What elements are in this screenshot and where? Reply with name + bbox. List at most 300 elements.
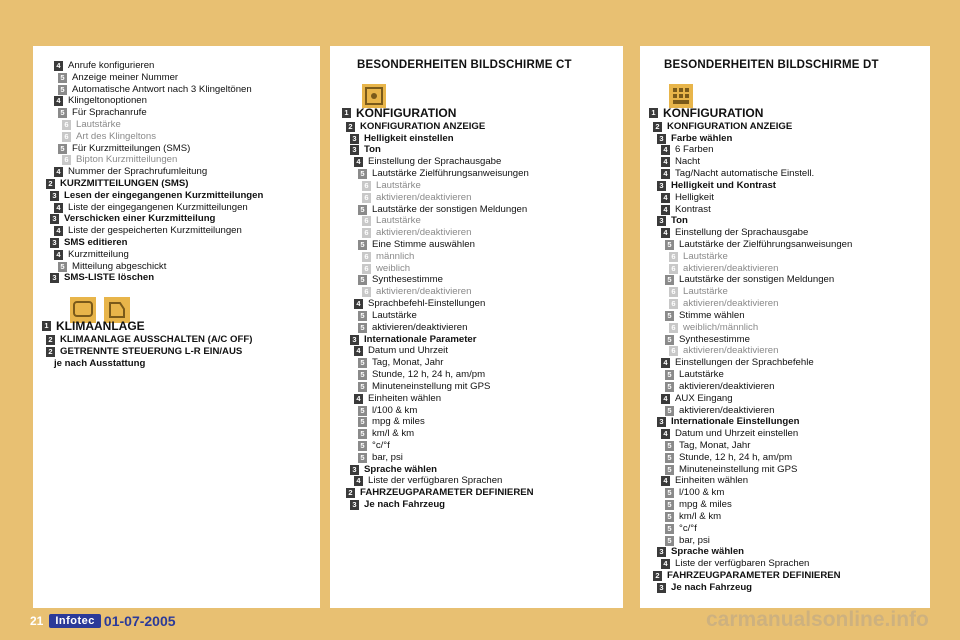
level-badge: 2 [46, 179, 55, 189]
menu-item-label: aktivieren/deaktivieren [683, 262, 779, 274]
menu-item-label: l/100 & km [679, 487, 725, 499]
level-badge: 5 [358, 240, 367, 250]
level-badge: 6 [362, 181, 371, 191]
page-number: 21 [30, 614, 44, 628]
menu-item-level-4 [661, 428, 798, 440]
level-badge: 5 [665, 275, 674, 285]
menu-item-level-6 [362, 192, 471, 204]
menu-item-level-4 [661, 168, 814, 180]
ct-heading: BESONDERHEITEN BILDSCHIRME CT [357, 59, 572, 71]
menu-item-label: Sprache wählen [671, 546, 745, 558]
menu-item-level-6 [669, 322, 758, 334]
menu-item-level-6 [669, 345, 778, 357]
level-badge: 3 [657, 417, 666, 427]
level-badge: 3 [50, 214, 59, 224]
level-badge: 4 [661, 394, 670, 404]
menu-item-level-3 [350, 499, 445, 511]
menu-item-level-6 [669, 263, 778, 275]
level-badge: 2 [46, 335, 55, 345]
menu-item-level-6 [669, 286, 728, 298]
menu-item-label: °c/°f [372, 439, 390, 451]
level-badge: 5 [665, 453, 674, 463]
menu-item-level-5 [358, 452, 403, 464]
menu-item-level-3 [657, 215, 688, 227]
menu-item-level-5 [358, 310, 417, 322]
level-badge: 6 [362, 252, 371, 262]
level-badge: 3 [350, 134, 359, 144]
menu-item-label: l/100 & km [372, 404, 418, 416]
menu-item-label: SMS editieren [64, 237, 128, 248]
menu-item-level-4 [354, 393, 441, 405]
menu-item-label: KONFIGURATION ANZEIGE [667, 120, 793, 132]
menu-item-level-5 [358, 357, 443, 369]
level-badge: 6 [669, 323, 678, 333]
menu-item-label: männlich [376, 250, 415, 262]
menu-item-label: Stunde, 12 h, 24 h, am/pm [372, 369, 486, 381]
menu-item-label: Mitteilung abgeschickt [72, 260, 167, 272]
menu-item-level-5 [665, 464, 797, 476]
menu-item-level-6 [362, 227, 471, 239]
menu-item-level-5 [665, 334, 750, 346]
menu-item-level-4 [354, 345, 448, 357]
level-badge: 5 [358, 275, 367, 285]
menu-item-label: °c/°f [679, 522, 697, 534]
menu-item-level-3 [657, 180, 776, 192]
menu-item-label: Lautstärke [683, 250, 728, 262]
menu-item-label: GETRENNTE STEUERUNG L-R EIN/AUS [60, 346, 243, 357]
menu-item-label: Lautstärke der sonstigen Meldungen [372, 203, 528, 215]
level-badge: 3 [50, 238, 59, 248]
level-badge: 5 [58, 144, 67, 154]
menu-item-label: Helligkeit einstellen [364, 132, 454, 144]
level-badge: 5 [358, 441, 367, 451]
menu-item-level-1 [342, 107, 456, 119]
level-badge: 6 [362, 264, 371, 274]
level-badge: 5 [665, 335, 674, 345]
level-badge: 5 [358, 323, 367, 333]
menu-item-label: weiblich/männlich [683, 321, 759, 333]
menu-item-label: Je nach Fahrzeug [364, 499, 446, 511]
level-badge: 3 [657, 181, 666, 191]
menu-item-label: Tag/Nacht automatische Einstell. [675, 168, 815, 180]
menu-item-level-1 [649, 107, 763, 119]
menu-item-label: Für Sprachanrufe [72, 107, 147, 119]
menu-item-level-3 [350, 464, 437, 476]
menu-item-label: KLIMAANLAGE [56, 319, 145, 333]
menu-item-level-4 [661, 204, 711, 216]
level-badge: 6 [362, 287, 371, 297]
level-badge: 2 [346, 488, 355, 498]
menu-item-level-3 [350, 144, 381, 156]
menu-item-level-4 [661, 144, 713, 156]
menu-item-label: Lautstärke [376, 179, 421, 191]
level-badge: 5 [665, 382, 674, 392]
level-badge: 4 [661, 157, 670, 167]
level-badge: 4 [354, 394, 363, 404]
level-badge: 4 [54, 203, 63, 213]
level-badge: 5 [665, 500, 674, 510]
menu-item-label: KURZMITTEILUNGEN (SMS) [60, 178, 189, 189]
menu-item-label: aktivieren/deaktivieren [376, 191, 472, 203]
level-badge: 4 [661, 476, 670, 486]
menu-item-level-6 [362, 286, 471, 298]
level-badge: 2 [346, 122, 355, 132]
menu-item-level-4 [661, 393, 733, 405]
level-badge: 2 [653, 122, 662, 132]
menu-item-label: Lesen der eingegangenen Kurzmitteilungen [64, 189, 264, 201]
level-badge: 6 [669, 252, 678, 262]
menu-item-level-6 [362, 180, 421, 192]
level-badge: 4 [54, 61, 63, 71]
menu-item-label: KONFIGURATION [663, 106, 764, 120]
ct-panel [330, 46, 623, 608]
menu-item-level-3 [657, 416, 799, 428]
menu-item-label: km/l & km [372, 428, 415, 440]
level-badge: 4 [661, 193, 670, 203]
menu-item-label: Klingeltonoptionen [68, 95, 147, 107]
menu-item-level-5 [58, 107, 147, 119]
menu-item-label: Helligkeit und Kontrast [671, 179, 777, 191]
menu-item-level-5 [665, 440, 750, 452]
menu-item-label: Liste der verfügbaren Sprachen [368, 475, 503, 487]
watermark: carmanualsonline.info [706, 608, 929, 631]
level-badge: 4 [661, 205, 670, 215]
level-badge: 3 [350, 465, 359, 475]
climate-note: je nach Ausstattung [54, 358, 146, 369]
level-badge: 3 [350, 335, 359, 345]
menu-item-label: bar, psi [372, 451, 403, 463]
menu-item-label: Ton [364, 144, 381, 156]
level-badge: 4 [54, 250, 63, 260]
menu-item-level-5 [665, 369, 724, 381]
menu-item-label: bar, psi [679, 534, 710, 546]
menu-item-label: Je nach Fahrzeug [671, 581, 753, 593]
menu-item-level-4 [354, 298, 485, 310]
level-badge: 6 [362, 193, 371, 203]
level-badge: 6 [362, 228, 371, 238]
menu-item-level-5 [665, 405, 774, 417]
menu-item-level-3 [657, 582, 752, 594]
level-badge: 5 [358, 382, 367, 392]
menu-item-level-5 [665, 310, 745, 322]
menu-item-label: Kurzmitteilung [68, 248, 129, 260]
menu-item-label: Automatische Antwort nach 3 Klingeltönen [72, 83, 252, 95]
level-badge: 5 [665, 512, 674, 522]
menu-item-level-5 [58, 84, 252, 96]
level-badge: 4 [354, 299, 363, 309]
menu-item-label: aktivieren/deaktivieren [679, 380, 775, 392]
menu-item-level-5 [358, 405, 417, 417]
level-badge: 6 [62, 120, 71, 130]
level-badge: 1 [42, 321, 51, 331]
menu-item-label: aktivieren/deaktivieren [376, 286, 472, 298]
menu-item-label: Einheiten wählen [675, 475, 749, 487]
level-badge: 2 [46, 347, 55, 357]
menu-item-level-5 [58, 72, 178, 84]
menu-item-level-2 [46, 334, 252, 346]
level-badge: 4 [354, 157, 363, 167]
menu-item-level-4 [661, 558, 809, 570]
menu-item-label: Synthesestimme [679, 333, 750, 345]
menu-item-level-5 [358, 322, 467, 334]
menu-item-label: 6 Farben [675, 144, 714, 156]
level-badge: 5 [665, 524, 674, 534]
level-badge: 5 [358, 370, 367, 380]
level-badge: 3 [50, 191, 59, 201]
level-badge: 6 [62, 155, 71, 165]
menu-item-level-5 [358, 381, 490, 393]
menu-item-label: mpg & miles [372, 416, 425, 428]
menu-item-label: Lautstärke Zielführungsanweisungen [372, 168, 529, 180]
menu-item-level-3 [657, 546, 744, 558]
menu-item-label: aktivieren/deaktivieren [683, 345, 779, 357]
menu-item-label: Lautstärke [679, 369, 724, 381]
menu-item-label: Liste der gespeicherten Kurzmitteilungen [68, 225, 242, 237]
menu-item-label: KONFIGURATION [356, 106, 457, 120]
menu-item-label: Sprachbefehl-Einstellungen [368, 298, 486, 310]
menu-item-level-5 [358, 428, 414, 440]
level-badge: 5 [358, 311, 367, 321]
menu-item-label: KLIMAANLAGE AUSSCHALTEN (A/C OFF) [60, 334, 253, 345]
menu-item-level-5 [665, 239, 852, 251]
menu-item-level-4 [54, 249, 129, 261]
menu-item-label: Tag, Monat, Jahr [679, 439, 751, 451]
level-badge: 5 [665, 488, 674, 498]
menu-item-level-3 [657, 133, 732, 145]
menu-item-level-5 [665, 381, 774, 393]
menu-item-label: Synthesestimme [372, 274, 443, 286]
menu-item-level-3 [50, 213, 215, 225]
menu-item-level-4 [661, 227, 808, 239]
level-badge: 1 [342, 108, 351, 118]
menu-item-level-6 [362, 251, 414, 263]
menu-item-level-5 [358, 204, 527, 216]
left-panel [33, 46, 320, 608]
level-badge: 6 [669, 287, 678, 297]
menu-item-level-5 [665, 452, 792, 464]
level-badge: 5 [358, 169, 367, 179]
menu-item-label: Minuteneinstellung mit GPS [679, 463, 798, 475]
menu-item-level-2 [346, 487, 534, 499]
menu-item-label: aktivieren/deaktivieren [683, 298, 779, 310]
menu-item-label: AUX Eingang [675, 392, 733, 404]
menu-item-level-5 [665, 523, 697, 535]
menu-item-level-6 [669, 251, 728, 263]
menu-item-level-5 [358, 168, 529, 180]
level-badge: 4 [54, 167, 63, 177]
menu-item-level-4 [54, 202, 248, 214]
level-badge: 5 [358, 358, 367, 368]
menu-item-label: aktivieren/deaktivieren [376, 227, 472, 239]
level-badge: 5 [58, 108, 67, 118]
level-badge: 3 [350, 145, 359, 155]
level-badge: 4 [661, 358, 670, 368]
menu-item-label: Art des Klingeltons [76, 130, 156, 142]
menu-item-label: Datum und Uhrzeit [368, 345, 448, 357]
level-badge: 1 [649, 108, 658, 118]
menu-item-label: Lautstärke der Zielführungsanweisungen [679, 239, 853, 251]
menu-item-level-4 [661, 357, 814, 369]
menu-item-level-2 [346, 121, 485, 133]
menu-item-level-4 [54, 166, 207, 178]
level-badge: 4 [661, 228, 670, 238]
menu-item-label: Farbe wählen [671, 132, 733, 144]
level-badge: 4 [661, 559, 670, 569]
menu-item-level-3 [350, 334, 477, 346]
menu-item-level-5 [358, 274, 443, 286]
menu-item-label: Lautstärke [372, 309, 417, 321]
level-badge: 4 [54, 226, 63, 236]
menu-item-level-3 [350, 133, 454, 145]
menu-item-label: Einheiten wählen [368, 392, 442, 404]
menu-item-level-4 [54, 225, 242, 237]
menu-item-label: Helligkeit [675, 191, 714, 203]
menu-item-label: KONFIGURATION ANZEIGE [360, 120, 486, 132]
menu-item-label: Internationale Parameter [364, 333, 477, 345]
menu-item-label: Liste der eingegangenen Kurzmitteilungen [68, 201, 248, 213]
menu-item-label: Sprache wählen [364, 463, 438, 475]
menu-item-level-4 [54, 95, 147, 107]
menu-item-label: Verschicken einer Kurzmitteilung [64, 213, 216, 225]
level-badge: 5 [358, 406, 367, 416]
level-badge: 5 [58, 85, 67, 95]
menu-item-level-6 [362, 215, 421, 227]
menu-item-label: Kontrast [675, 203, 711, 215]
menu-item-level-4 [661, 475, 748, 487]
menu-item-label: FAHRZEUGPARAMETER DEFINIEREN [667, 569, 841, 581]
menu-item-label: mpg & miles [679, 499, 732, 511]
level-badge: 5 [665, 370, 674, 380]
menu-item-label: Lautstärke [76, 119, 121, 130]
menu-item-level-3 [50, 237, 127, 249]
menu-item-label: Nacht [675, 156, 701, 168]
level-badge: 5 [358, 453, 367, 463]
menu-item-label: Lautstärke [376, 215, 421, 227]
menu-item-label: Einstellungen der Sprachbefehle [675, 357, 814, 369]
menu-item-label: Eine Stimme auswählen [372, 239, 475, 251]
level-badge: 6 [669, 264, 678, 274]
menu-item-level-5 [665, 274, 834, 286]
menu-item-level-4 [54, 60, 154, 72]
level-badge: 5 [665, 536, 674, 546]
level-badge: 4 [661, 429, 670, 439]
menu-item-level-2 [46, 346, 242, 358]
level-badge: 5 [58, 73, 67, 83]
menu-item-label: Stimme wählen [679, 309, 745, 321]
menu-item-label: Für Kurzmitteilungen (SMS) [72, 142, 191, 154]
page-footer [30, 612, 176, 630]
level-badge: 2 [653, 571, 662, 581]
level-badge: 6 [62, 132, 71, 142]
level-badge: 4 [661, 169, 670, 179]
menu-item-label: Tag, Monat, Jahr [372, 357, 444, 369]
menu-item-level-5 [665, 511, 721, 523]
menu-item-label: Lautstärke [683, 286, 728, 298]
menu-item-label: SMS-LISTE löschen [64, 272, 155, 284]
menu-item-label: Ton [671, 215, 688, 227]
level-badge: 4 [354, 476, 363, 486]
level-badge: 4 [54, 96, 63, 106]
menu-item-level-1 [42, 320, 145, 332]
level-badge: 3 [50, 273, 59, 283]
menu-item-label: Bipton Kurzmitteilungen [76, 154, 178, 166]
menu-item-label: km/l & km [679, 510, 722, 522]
menu-item-level-5 [665, 487, 724, 499]
level-badge: 3 [657, 216, 666, 226]
level-badge: 5 [665, 406, 674, 416]
level-badge: 5 [665, 311, 674, 321]
menu-item-label: Lautstärke der sonstigen Meldungen [679, 274, 835, 286]
menu-item-label: Einstellung der Sprachausgabe [368, 156, 502, 168]
level-badge: 6 [362, 216, 371, 226]
menu-item-level-2 [46, 178, 188, 190]
menu-item-level-5 [58, 143, 190, 155]
menu-item-level-6 [62, 154, 177, 166]
menu-item-level-2 [653, 121, 792, 133]
menu-item-level-5 [358, 440, 390, 452]
level-badge: 4 [354, 346, 363, 356]
menu-item-level-5 [665, 499, 732, 511]
menu-item-level-6 [62, 119, 121, 131]
dt-panel [640, 46, 930, 608]
level-badge: 6 [669, 299, 678, 309]
menu-item-label: aktivieren/deaktivieren [679, 404, 775, 416]
level-badge: 4 [661, 145, 670, 155]
level-badge: 5 [358, 417, 367, 427]
menu-item-label: Minuteneinstellung mit GPS [372, 380, 491, 392]
menu-item-label: Stunde, 12 h, 24 h, am/pm [679, 451, 793, 463]
menu-item-level-3 [50, 190, 263, 202]
level-badge: 3 [350, 500, 359, 510]
menu-item-label: Anzeige meiner Nummer [72, 71, 179, 83]
menu-item-level-5 [665, 535, 710, 547]
level-badge: 3 [657, 583, 666, 593]
menu-item-label: Nummer der Sprachrufumleitung [68, 166, 208, 178]
menu-item-level-4 [661, 156, 700, 168]
menu-item-label: Datum und Uhrzeit einstellen [675, 428, 799, 440]
footer-date: 01-07-2005 [103, 613, 176, 629]
menu-item-level-5 [358, 369, 485, 381]
menu-item-level-4 [661, 192, 714, 204]
menu-item-level-4 [354, 475, 502, 487]
level-badge: 3 [657, 134, 666, 144]
menu-item-label: Einstellung der Sprachausgabe [675, 227, 809, 239]
level-badge: 3 [657, 547, 666, 557]
dt-heading: BESONDERHEITEN BILDSCHIRME DT [664, 59, 879, 71]
level-badge: 5 [58, 262, 67, 272]
menu-item-level-2 [653, 570, 841, 582]
menu-item-level-4 [354, 156, 501, 168]
menu-item-level-5 [58, 261, 166, 273]
menu-item-label: Internationale Einstellungen [671, 416, 800, 428]
menu-item-label: FAHRZEUGPARAMETER DEFINIEREN [360, 487, 534, 499]
level-badge: 5 [358, 205, 367, 215]
menu-item-level-6 [669, 298, 778, 310]
brand-logo: Infotec [49, 614, 101, 628]
level-badge: 5 [665, 441, 674, 451]
level-badge: 6 [669, 346, 678, 356]
menu-item-label: aktivieren/deaktivieren [372, 321, 468, 333]
menu-item-level-6 [362, 263, 410, 275]
menu-item-label: Anrufe konfigurieren [68, 60, 155, 71]
level-badge: 5 [665, 240, 674, 250]
level-badge: 5 [665, 465, 674, 475]
menu-item-level-3 [50, 272, 154, 284]
menu-item-level-5 [358, 416, 425, 428]
level-badge: 5 [358, 429, 367, 439]
menu-item-level-5 [358, 239, 475, 251]
menu-item-level-6 [62, 131, 156, 143]
